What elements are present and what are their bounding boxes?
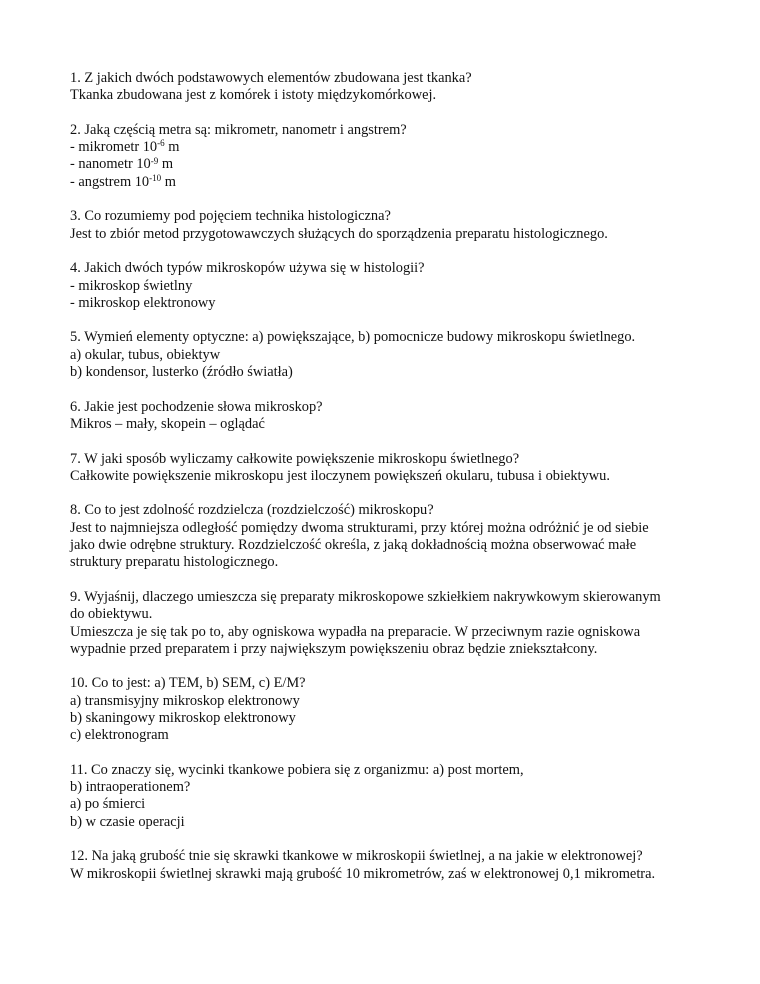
qa-item-2: [70, 122, 700, 191]
unit-exponent: -9: [150, 155, 159, 166]
unit-suffix: m: [164, 139, 180, 156]
answer-line: Całkowite powiększenie mikroskopu jest iloczynem powiększeń okularu, tubusa i obiektywu.: [70, 467, 610, 484]
question-text: 10. Co to jest: a) TEM, b) SEM, c) E/M?: [70, 675, 306, 692]
unit-line: [70, 156, 700, 173]
question-text: 6. Jakie jest pochodzenie słowa mikroskop?: [70, 398, 323, 415]
qa-item-8: [70, 502, 700, 571]
answer-line: - mikroskop elektronowy: [70, 294, 216, 311]
unit-suffix: m: [161, 173, 176, 190]
question-text: 5. Wymień elementy optyczne: a) powiększające, b) pomocnicze budowy mikroskopu świetlnego.: [70, 329, 636, 346]
question-text-continued: do obiektywu.: [70, 606, 153, 623]
question-text-continued: b) intraoperationem?: [70, 779, 191, 796]
document-page: [70, 70, 700, 900]
answer-line: a) okular, tubus, obiektyw: [70, 346, 221, 363]
answer-line: Umieszcza je się tak po to, aby ogniskowa wypadła na preparacie. W przeciwnym razie ogniskowa: [70, 623, 641, 640]
unit-exponent: -6: [157, 138, 165, 149]
qa-item-4: [70, 260, 700, 312]
question-text: 1. Z jakich dwóch podstawowych elementów zbudowana jest tkanka?: [70, 70, 472, 86]
qa-item-7: [70, 451, 700, 486]
question-text: 4. Jakich dwóch typów mikroskopów używa się w histologii?: [70, 260, 425, 277]
unit-exponent: -10: [149, 172, 162, 183]
question-text: 7. W jaki sposób wyliczamy całkowite powiększenie mikroskopu świetlnego?: [70, 450, 520, 467]
unit-line: [70, 174, 700, 191]
answer-line: - mikroskop świetlny: [70, 277, 193, 294]
answer-line: Tkanka zbudowana jest z komórek i istoty międzykomórkowej.: [70, 87, 437, 104]
answer-line: Mikros – mały, skopein – oglądać: [70, 415, 265, 432]
answer-line: a) po śmierci: [70, 796, 146, 813]
question-text: 2. Jaką częścią metra są: mikrometr, nanometr i angstrem?: [70, 121, 407, 138]
unit-suffix: m: [158, 156, 174, 173]
answer-line: Jest to zbiór metod przygotowawczych służących do sporządzenia preparatu histologicznego.: [70, 225, 608, 242]
answer-line: W mikroskopii świetlnej skrawki mają grubość 10 mikrometrów, zaś w elektronowej 0,1 mikrometra.: [70, 865, 656, 882]
answer-line: struktury preparatu histologicznego.: [70, 554, 279, 571]
question-text: 12. Na jaką grubość tnie się skrawki tkankowe w mikroskopii świetlnej, a na jakie w elektronowej?: [70, 848, 643, 865]
qa-item-3: [70, 208, 700, 243]
qa-item-1: [70, 70, 700, 105]
question-text: 3. Co rozumiemy pod pojęciem technika histologiczna?: [70, 208, 391, 225]
answer-line: jako dwie odrębne struktury. Rozdzielczość określa, z jaką dokładnością można obserwować małe: [70, 537, 637, 554]
question-text: 9. Wyjaśnij, dlaczego umieszcza się preparaty mikroskopowe szkiełkiem nakrywkowym skierowanym: [70, 588, 661, 605]
qa-item-5: [70, 329, 700, 381]
qa-item-10: [70, 675, 700, 744]
question-text: 8. Co to jest zdolność rozdzielcza (rozdzielczość) mikroskopu?: [70, 502, 434, 519]
answer-line: a) transmisyjny mikroskop elektronowy: [70, 692, 300, 709]
unit-prefix: - nanometr 10: [70, 156, 151, 173]
qa-item-11: [70, 762, 700, 831]
qa-item-12: [70, 848, 700, 883]
answer-line: b) w czasie operacji: [70, 813, 185, 830]
answer-line: b) kondensor, lusterko (źródło światła): [70, 364, 293, 381]
answer-line: Jest to najmniejsza odległość pomiędzy dwoma strukturami, przy której można odróżnić je od siebie: [70, 519, 649, 536]
unit-prefix: - angstrem 10: [70, 173, 150, 190]
answer-line: wypadnie przed preparatem i przy największym powiększeniu obraz będzie zniekształcony.: [70, 640, 598, 657]
answer-line: b) skaningowy mikroskop elektronowy: [70, 709, 296, 726]
unit-prefix: - mikrometr 10: [70, 139, 158, 156]
qa-item-9: [70, 589, 700, 658]
qa-item-6: [70, 399, 700, 434]
question-text: 11. Co znaczy się, wycinki tkankowe pobiera się z organizmu: a) post mortem,: [70, 761, 524, 778]
answer-line: c) elektronogram: [70, 727, 169, 744]
unit-line: [70, 139, 700, 156]
